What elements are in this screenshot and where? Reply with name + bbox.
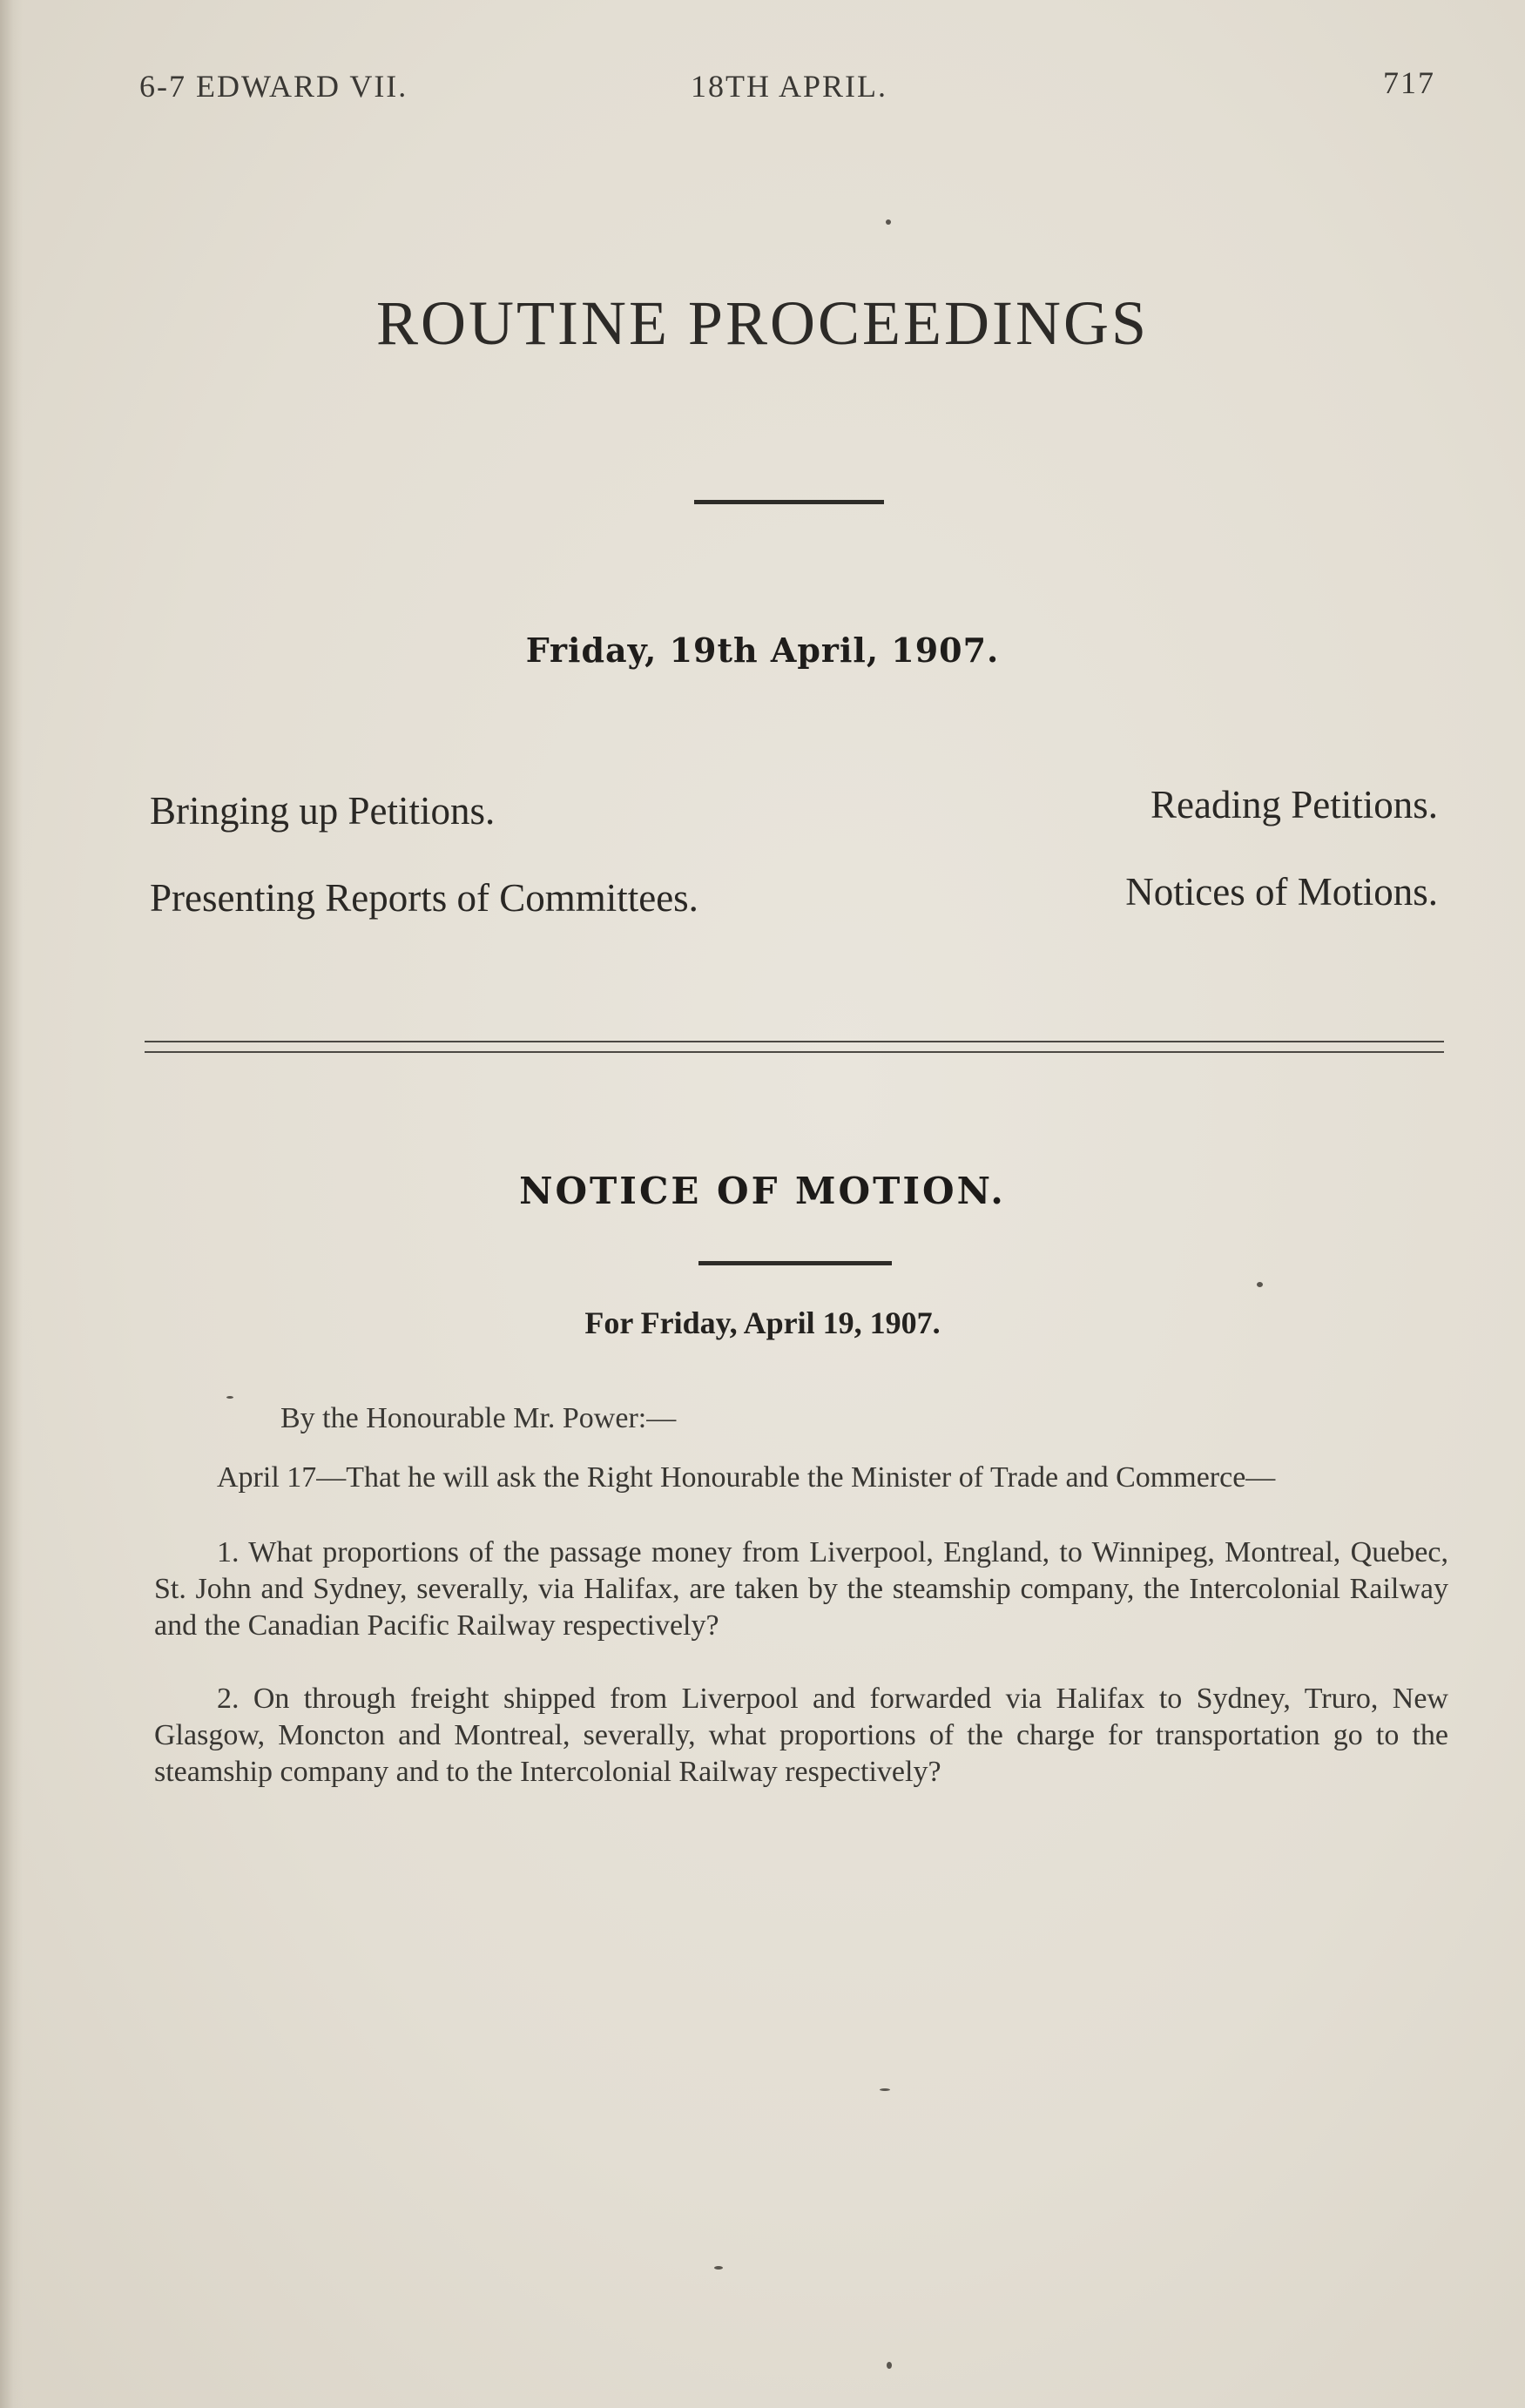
- paper-speck: [226, 1396, 233, 1399]
- running-header-date: 18TH APRIL.: [691, 69, 888, 104]
- title-rule: [694, 500, 884, 504]
- page-number: 717: [1383, 65, 1435, 100]
- notice-rule: [698, 1261, 892, 1265]
- notice-by-line: By the Honourable Mr. Power:—: [280, 1402, 677, 1434]
- paper-speck: [887, 2362, 892, 2369]
- notice-intro: April 17—That he will ask the Right Honourable the Minister of Trade and Commerce—: [217, 1461, 1276, 1494]
- notice-question-1: 1. What proportions of the passage money from Liverpool, England, to Winnipeg, Montreal, Quebec, St. John and Sydney, severally, via Halifax, are taken by the steamship company, the Intercolonial Railway and the Canadian Pacific Railway respectively?: [154, 1536, 1448, 1642]
- routine-item-presenting-reports: Presenting Reports of Committees.: [150, 876, 698, 920]
- paper-speck: [880, 2088, 890, 2091]
- section-divider: [145, 1041, 1444, 1053]
- routine-item-notices-of-motions: Notices of Motions.: [1125, 870, 1438, 914]
- routine-item-reading-petitions: Reading Petitions.: [1150, 783, 1438, 826]
- notice-heading: NOTICE OF MOTION.: [519, 1170, 1006, 1212]
- page-title: ROUTINE PROCEEDINGS: [375, 288, 1149, 358]
- notice-for-date: For Friday, April 19, 1907.: [584, 1305, 941, 1340]
- paper-speck: [714, 2266, 723, 2270]
- session-date: Friday, 19th April, 1907.: [525, 631, 1000, 670]
- paper-speck: [1257, 1282, 1263, 1287]
- routine-item-bringing-petitions: Bringing up Petitions.: [150, 789, 496, 833]
- running-header-left: 6-7 EDWARD VII.: [139, 69, 408, 104]
- paper-speck: [886, 219, 891, 225]
- notice-question-2: 2. On through freight shipped from Liverpool and forwarded via Halifax to Sydney, Truro, New Glasgow, Moncton and Montreal, severally, what proportions of the charge for transportation go to the steamship company and to the Intercolonial Railway respectively?: [154, 1683, 1448, 1788]
